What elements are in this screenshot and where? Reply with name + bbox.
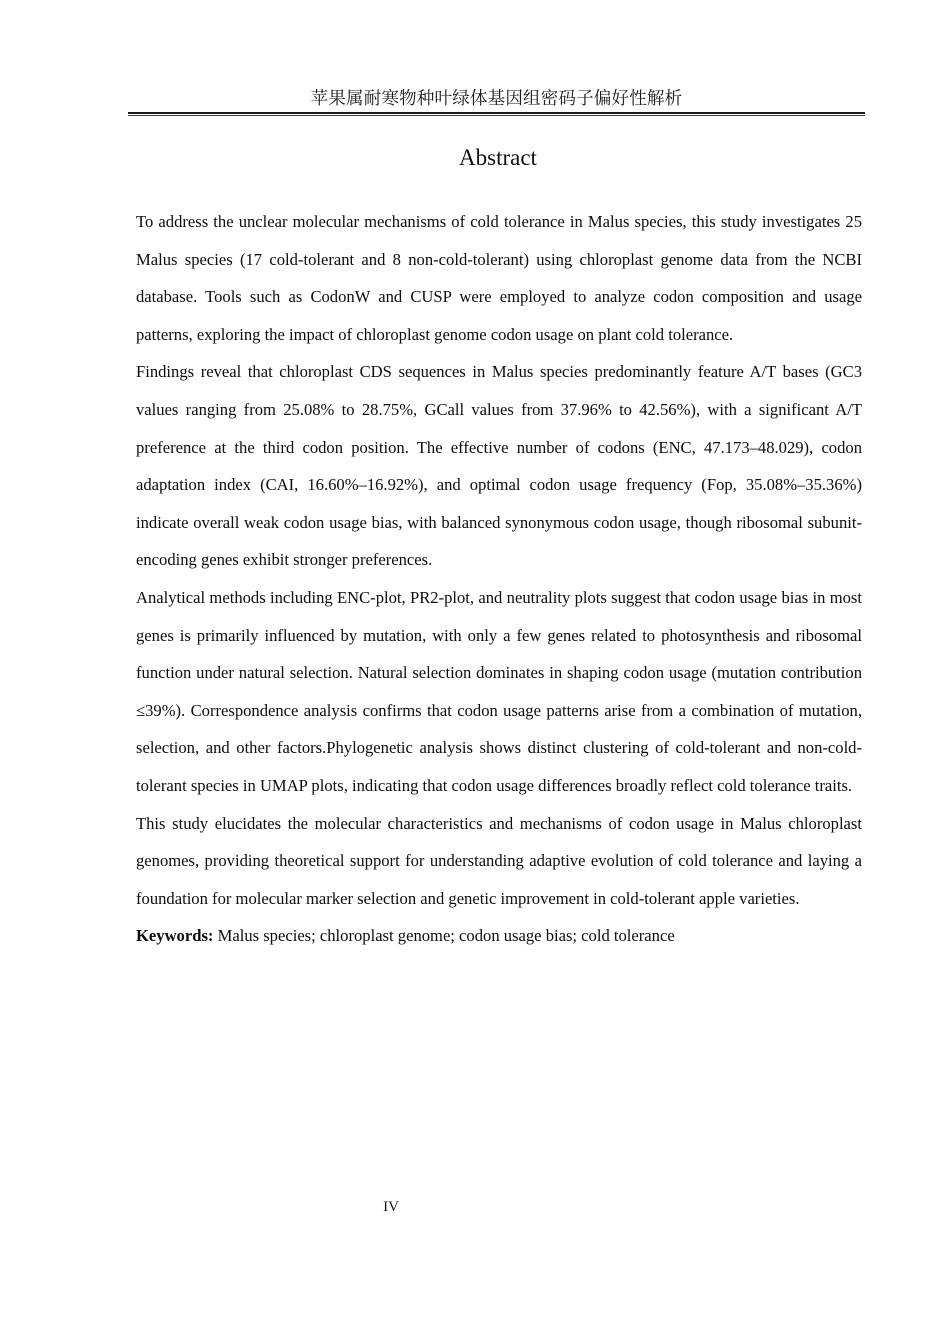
header-rule-thin bbox=[128, 115, 865, 116]
page-title: Abstract bbox=[459, 145, 537, 170]
keywords-label: Keywords: bbox=[136, 926, 214, 946]
running-header-text: 苹果属耐寒物种叶绿体基因组密码子偏好性解析 bbox=[310, 88, 683, 108]
keywords-value: Malus species; chloroplast genome; codon usage bias; cold tolerance bbox=[213, 926, 675, 946]
paragraph: Analytical methods including ENC-plot, PR2-plot, and neutrality plots suggest that codon usage bias in most genes is primarily influenced by mutation, with only a few genes related to photosynthesis and ribosomal function under natural selection. Natural selection dominates in shaping codon usage (mutation contribution ≤39%). Correspondence analysis confirms that codon usage patterns arise from a combination of mutation, selection, and other factors.Phylogenetic analysis shows distinct clustering of cold-tolerant and non-cold-tolerant species in UMAP plots, indicating that codon usage differences broadly reflect cold tolerance traits. bbox=[136, 587, 862, 795]
header-rule-thick bbox=[128, 112, 865, 114]
paragraph: This study elucidates the molecular characteristics and mechanisms of codon usage in Malus chloroplast genomes, providing theoretical support for understanding adaptive evolution of cold tolerance and laying a foundation for molecular marker selection and genetic improvement in cold-tolerant apple varieties. bbox=[136, 813, 862, 908]
page-number: IV bbox=[383, 1199, 399, 1215]
abstract-body bbox=[136, 203, 862, 955]
keywords-line bbox=[136, 917, 862, 955]
paragraph: Findings reveal that chloroplast CDS sequences in Malus species predominantly feature A/T bases (GC3 values ranging from 25.08% to 28.75%, GCall values from 37.96% to 42.56%), with a significant A/T preference at the third codon position. The effective number of codons (ENC, 47.173–48.029), codon adaptation index (CAI, 16.60%–16.92%), and optimal codon usage frequency (Fop, 35.08%–35.36%) indicate overall weak codon usage bias, with balanced synonymous codon usage, though ribosomal subunit-encoding genes exhibit stronger preferences. bbox=[136, 362, 862, 570]
running-header bbox=[128, 88, 865, 116]
paragraph: To address the unclear molecular mechanisms of cold tolerance in Malus species, this study investigates 25 Malus species (17 cold-tolerant and 8 non-cold-tolerant) using chloroplast genome data from the NCBI database. Tools such as CodonW and CUSP were employed to analyze codon composition and usage patterns, exploring the impact of chloroplast genome codon usage on plant cold tolerance. bbox=[136, 212, 862, 344]
